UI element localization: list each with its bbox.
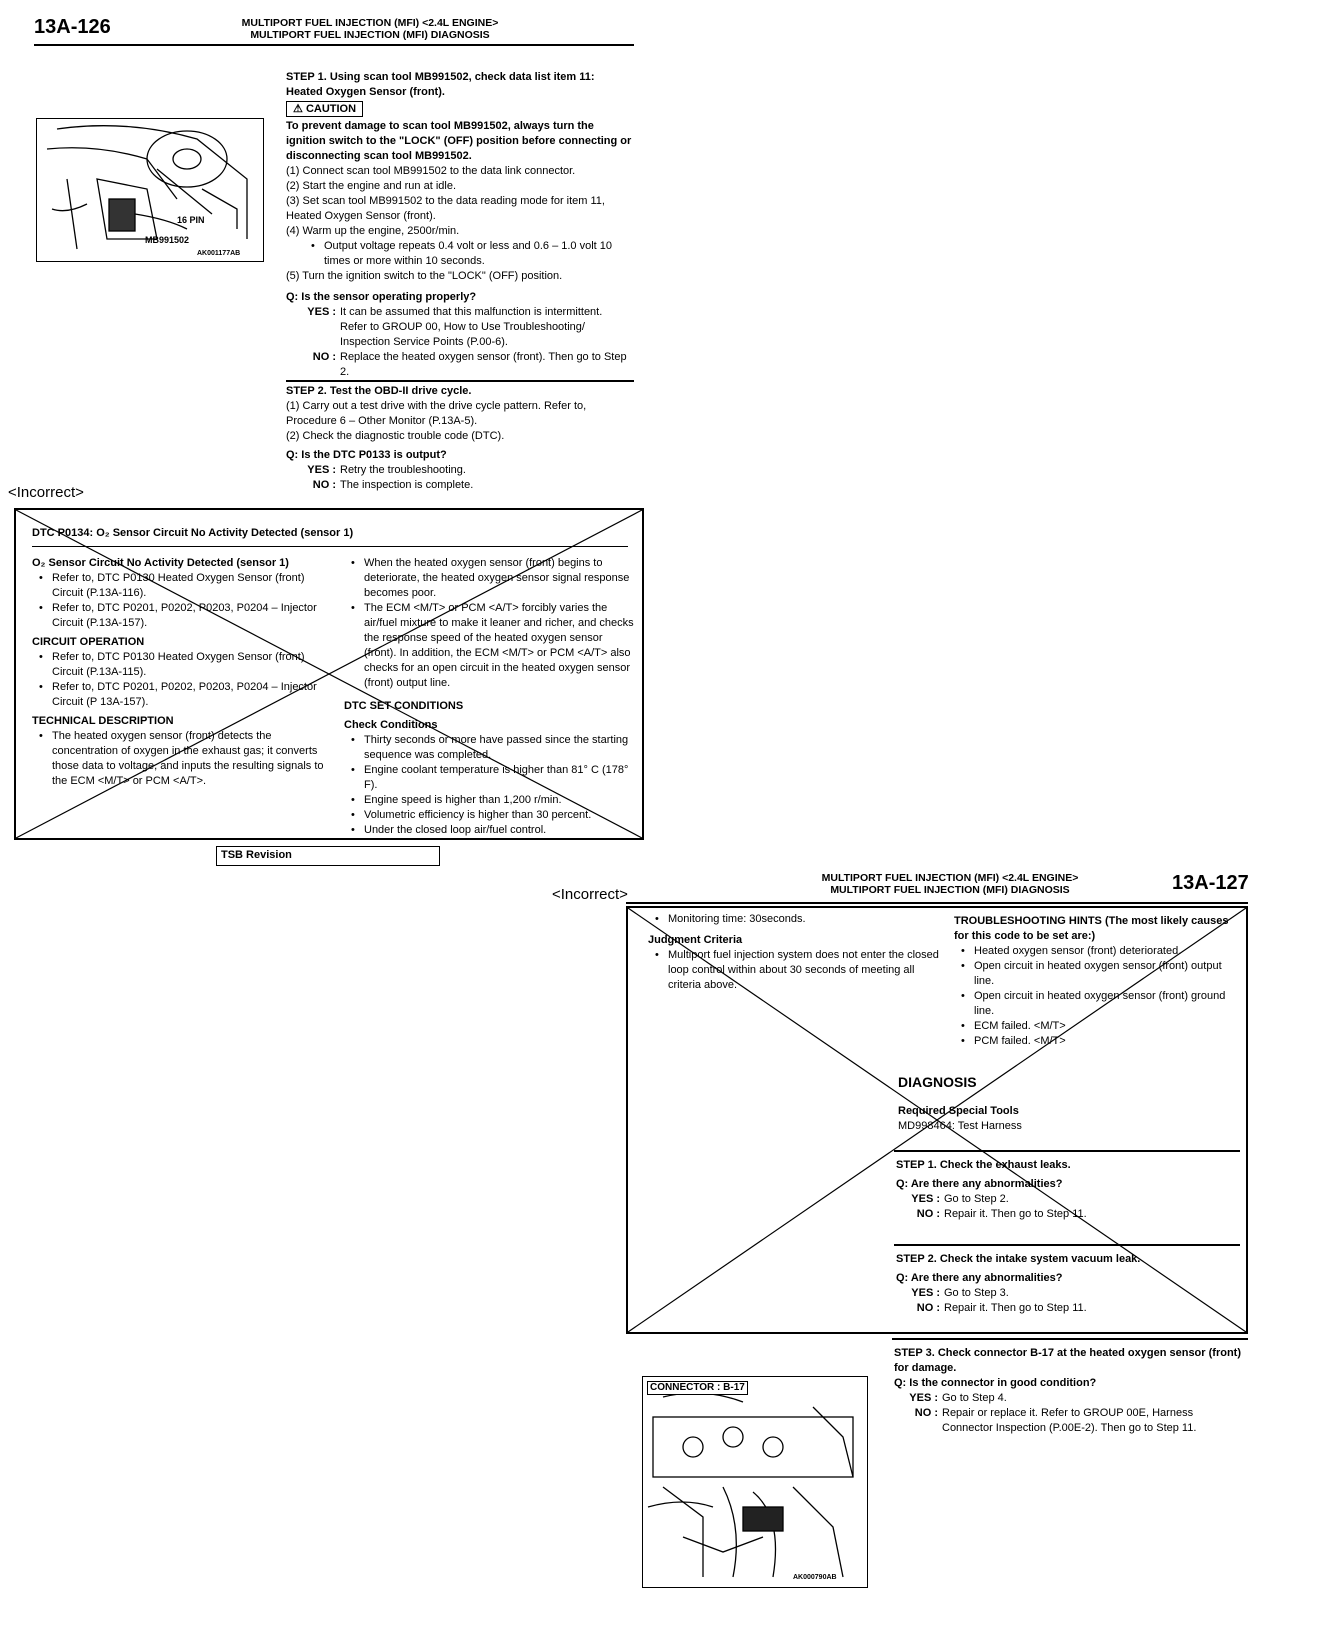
circuit-heading: CIRCUIT OPERATION	[32, 636, 145, 648]
judgment-bullet: • Multiport fuel injection system does not enter the closed loop control within about 30 seconds of meeting all criteria above.	[668, 948, 948, 993]
hints-heading: TROUBLESHOOTING HINTS (The most likely causes for this code to be set are:)	[954, 915, 1229, 942]
step2-no-row	[286, 478, 632, 493]
check-cond-bullet-2: • Engine coolant temperature is higher than 81° C (178° F).	[364, 763, 634, 793]
step3-no-row-127	[894, 1406, 1244, 1436]
step3-question-127: Q: Is the connector in good condition?	[894, 1377, 1097, 1389]
warning-triangle-icon: ⚠	[293, 103, 303, 115]
no-key: NO :	[916, 1208, 940, 1220]
check-cond-heading: Check Conditions	[344, 719, 438, 731]
tools-section	[898, 1104, 1238, 1134]
incorrect-dtc-box-126	[14, 508, 644, 840]
step3-yes-127: Go to Step 4.	[942, 1392, 1007, 1404]
step1-yes-127: Go to Step 2.	[944, 1193, 1009, 1205]
step3-rule-127	[892, 1338, 1248, 1340]
no-key: NO :	[914, 1407, 938, 1419]
yes-key: YES :	[911, 1287, 940, 1299]
step1-item-4: (4) Warm up the engine, 2500r/min.	[286, 225, 460, 237]
check-cond-bullet-3: • Engine speed is higher than 1,200 r/min.	[364, 793, 634, 808]
caution-text: To prevent damage to scan tool MB991502, always turn the ignition switch to the "LOCK" (OFF) position before connecting or disconnecting scan tool MB991502.	[286, 120, 632, 162]
engine-bay-illustration	[643, 1377, 867, 1587]
figure-label-tool: MB991502	[145, 235, 190, 245]
step1-title-127: STEP 1. Check the exhaust leaks.	[896, 1159, 1071, 1171]
step2-section-126	[286, 384, 632, 493]
right-col-bullet-2: • The ECM <M/T> or PCM <A/T> forcibly varies the air/fuel mixture to make it leaner and richer, and checks the response speed of the heated oxygen sensor (front). In addition, the ECM <M/T> or PCM <A/T> also checks for an open circuit in the heated oxygen sensor (front) output line.	[364, 601, 634, 691]
page-number-127: 13A-127	[1172, 872, 1249, 894]
step3-yes-row-127	[894, 1391, 1244, 1406]
caution-box	[286, 101, 632, 117]
connector-figure-code: AK000790AB	[793, 1574, 837, 1581]
page-header-126	[120, 17, 620, 41]
left-col-bullet-1: • Refer to, DTC P0130 Heated Oxygen Sensor (front) Circuit (P.13A-116).	[52, 571, 332, 601]
circuit-bullet-1: • Refer to, DTC P0130 Heated Oxygen Sensor (front) Circuit (P.13A-115).	[52, 650, 332, 680]
dtc-box-title: DTC P0134: O₂ Sensor Circuit No Activity Detected (sensor 1)	[32, 527, 354, 539]
header-line-1: MULTIPORT FUEL INJECTION (MFI) <2.4L ENGINE>	[821, 872, 1079, 884]
header-rule-126	[34, 44, 634, 46]
step1-item-1: (1) Connect scan tool MB991502 to the data link connector.	[286, 165, 576, 177]
monitoring-bullet: • Monitoring time: 30seconds.	[668, 912, 948, 927]
no-key: NO :	[916, 1302, 940, 1314]
yes-key: YES :	[909, 1392, 938, 1404]
step2-title-127: STEP 2. Check the intake system vacuum leak.	[896, 1253, 1141, 1265]
header-rule-127	[626, 902, 1248, 904]
step1-no-127: Repair it. Then go to Step 11.	[944, 1208, 1087, 1220]
step3-no-127: Repair or replace it. Refer to GROUP 00E, Harness Connector Inspection (P.00E-2). Then go to Step 11.	[942, 1407, 1197, 1434]
step2-item-1: (1) Carry out a test drive with the drive cycle pattern. Refer to, Procedure 6 – Other Monitor (P.13A-5).	[286, 400, 587, 427]
circuit-bullet-2: • Refer to, DTC P0201, P0202, P0203, P0204 – Injector Circuit (P 13A-157).	[52, 680, 332, 710]
hints-column	[954, 914, 1236, 1049]
header-line-2: MULTIPORT FUEL INJECTION (MFI) DIAGNOSIS	[830, 884, 1070, 896]
dtc-left-column	[32, 556, 332, 789]
connector-label: CONNECTOR : B-17	[647, 1381, 748, 1395]
check-cond-bullet-5: • Under the closed loop air/fuel control.	[364, 823, 634, 838]
step1-section-127	[896, 1158, 1236, 1222]
yes-key: YES :	[307, 306, 336, 318]
page-header-127	[770, 872, 1130, 896]
step1-question: Q: Is the sensor operating properly?	[286, 291, 477, 303]
hints-bullet-4: • ECM failed. <M/T>	[974, 1019, 1236, 1034]
step3-title-127: STEP 3. Check connector B-17 at the heated oxygen sensor (front) for damage.	[894, 1347, 1241, 1374]
tsb-revision-box: TSB Revision	[216, 846, 440, 866]
step2-section-127	[896, 1252, 1236, 1316]
judgment-column	[648, 912, 948, 993]
step1-section-126	[286, 70, 632, 380]
left-col-heading: O₂ Sensor Circuit No Activity Detected (sensor 1)	[32, 557, 289, 569]
step2-yes-127: Go to Step 3.	[944, 1287, 1009, 1299]
no-key: NO :	[312, 351, 336, 363]
dtc-box-title-rule	[32, 546, 628, 547]
step2-question-127: Q: Are there any abnormalities?	[896, 1272, 1063, 1284]
hints-bullet-1: • Heated oxygen sensor (front) deteriorated.	[974, 944, 1236, 959]
step1-item-3: (3) Set scan tool MB991502 to the data reading mode for item 11, Heated Oxygen Sensor (front).	[286, 195, 605, 222]
step3-section-127	[894, 1346, 1244, 1436]
caution-label: CAUTION	[305, 103, 357, 115]
step1-item-5: (5) Turn the ignition switch to the "LOCK" (OFF) position.	[286, 270, 563, 282]
tech-bullet-1: • The heated oxygen sensor (front) detects the concentration of oxygen in the exhaust gas; it converts those data to voltage, and inputs the resulting signals to the ECM <M/T> or PCM <A/T>.	[52, 729, 332, 789]
step1-yes-row	[286, 305, 632, 350]
step2-yes-row	[286, 463, 632, 478]
connector-b17-figure	[642, 1376, 868, 1588]
step2-rule-127	[894, 1244, 1240, 1246]
step2-no: The inspection is complete.	[340, 479, 474, 491]
no-key: NO :	[312, 479, 336, 491]
figure-code: AK001177AB	[197, 250, 241, 257]
step1-yes-row-127	[896, 1192, 1236, 1207]
step1-yes: It can be assumed that this malfunction is intermittent. Refer to GROUP 00, How to Use Troubleshooting/ Inspection Service Points (P.00-6).	[340, 306, 603, 348]
tech-heading: TECHNICAL DESCRIPTION	[32, 715, 174, 727]
step2-question: Q: Is the DTC P0133 is output?	[286, 449, 447, 461]
dtc-set-heading: DTC SET CONDITIONS	[344, 700, 464, 712]
step1-no-row	[286, 350, 632, 380]
step1-no-row-127	[896, 1207, 1236, 1222]
incorrect-label-127: <Incorrect>	[552, 886, 628, 903]
figure-label-16pin: 16 PIN	[177, 215, 205, 225]
step2-rule-126	[286, 380, 634, 382]
incorrect-label-126: <Incorrect>	[8, 484, 84, 501]
step1-item-2: (2) Start the engine and run at idle.	[286, 180, 456, 192]
hints-bullet-5: • PCM failed. <M/T>	[974, 1034, 1236, 1049]
hints-bullet-3: • Open circuit in heated oxygen sensor (front) ground line.	[974, 989, 1236, 1019]
yes-key: YES :	[911, 1193, 940, 1205]
tools-heading: Required Special Tools	[898, 1105, 1019, 1117]
page-number-126: 13A-126	[34, 16, 111, 38]
step1-title: STEP 1. Using scan tool MB991502, check data list item 11: Heated Oxygen Sensor (front).	[286, 71, 595, 98]
yes-key: YES :	[307, 464, 336, 476]
header-line-2: MULTIPORT FUEL INJECTION (MFI) DIAGNOSIS	[250, 29, 490, 41]
step1-question-127: Q: Are there any abnormalities?	[896, 1178, 1063, 1190]
step2-no-127: Repair it. Then go to Step 11.	[944, 1302, 1087, 1314]
check-cond-bullet-1: • Thirty seconds or more have passed since the starting sequence was completed.	[364, 733, 634, 763]
check-cond-bullet-4: • Volumetric efficiency is higher than 30 percent.	[364, 808, 634, 823]
step1-rule-127	[894, 1150, 1240, 1152]
step1-subbullet: • Output voltage repeats 0.4 volt or less and 0.6 – 1.0 volt 10 times or more within 10 seconds.	[324, 239, 632, 269]
step2-no-row-127	[896, 1301, 1236, 1316]
header-line-1: MULTIPORT FUEL INJECTION (MFI) <2.4L ENGINE>	[241, 17, 499, 29]
hints-bullet-2: • Open circuit in heated oxygen sensor (front) output line.	[974, 959, 1236, 989]
judgment-heading: Judgment Criteria	[648, 934, 743, 946]
step1-no: Replace the heated oxygen sensor (front). Then go to Step 2.	[340, 351, 627, 378]
left-col-bullet-2: • Refer to, DTC P0201, P0202, P0203, P0204 – Injector Circuit (P.13A-157).	[52, 601, 332, 631]
step2-yes: Retry the troubleshooting.	[340, 464, 466, 476]
tools-text: MD998464: Test Harness	[898, 1120, 1022, 1132]
incorrect-block-127	[626, 906, 1248, 1334]
diagnosis-heading: DIAGNOSIS	[898, 1074, 977, 1090]
step2-title: STEP 2. Test the OBD-II drive cycle.	[286, 385, 472, 397]
step2-yes-row-127	[896, 1286, 1236, 1301]
data-link-connector-figure	[36, 118, 264, 262]
dtc-right-column	[344, 556, 634, 838]
step2-item-2: (2) Check the diagnostic trouble code (DTC).	[286, 430, 505, 442]
right-col-bullet-1: • When the heated oxygen sensor (front) begins to deteriorate, the heated oxygen sensor signal response becomes poor.	[364, 556, 634, 601]
